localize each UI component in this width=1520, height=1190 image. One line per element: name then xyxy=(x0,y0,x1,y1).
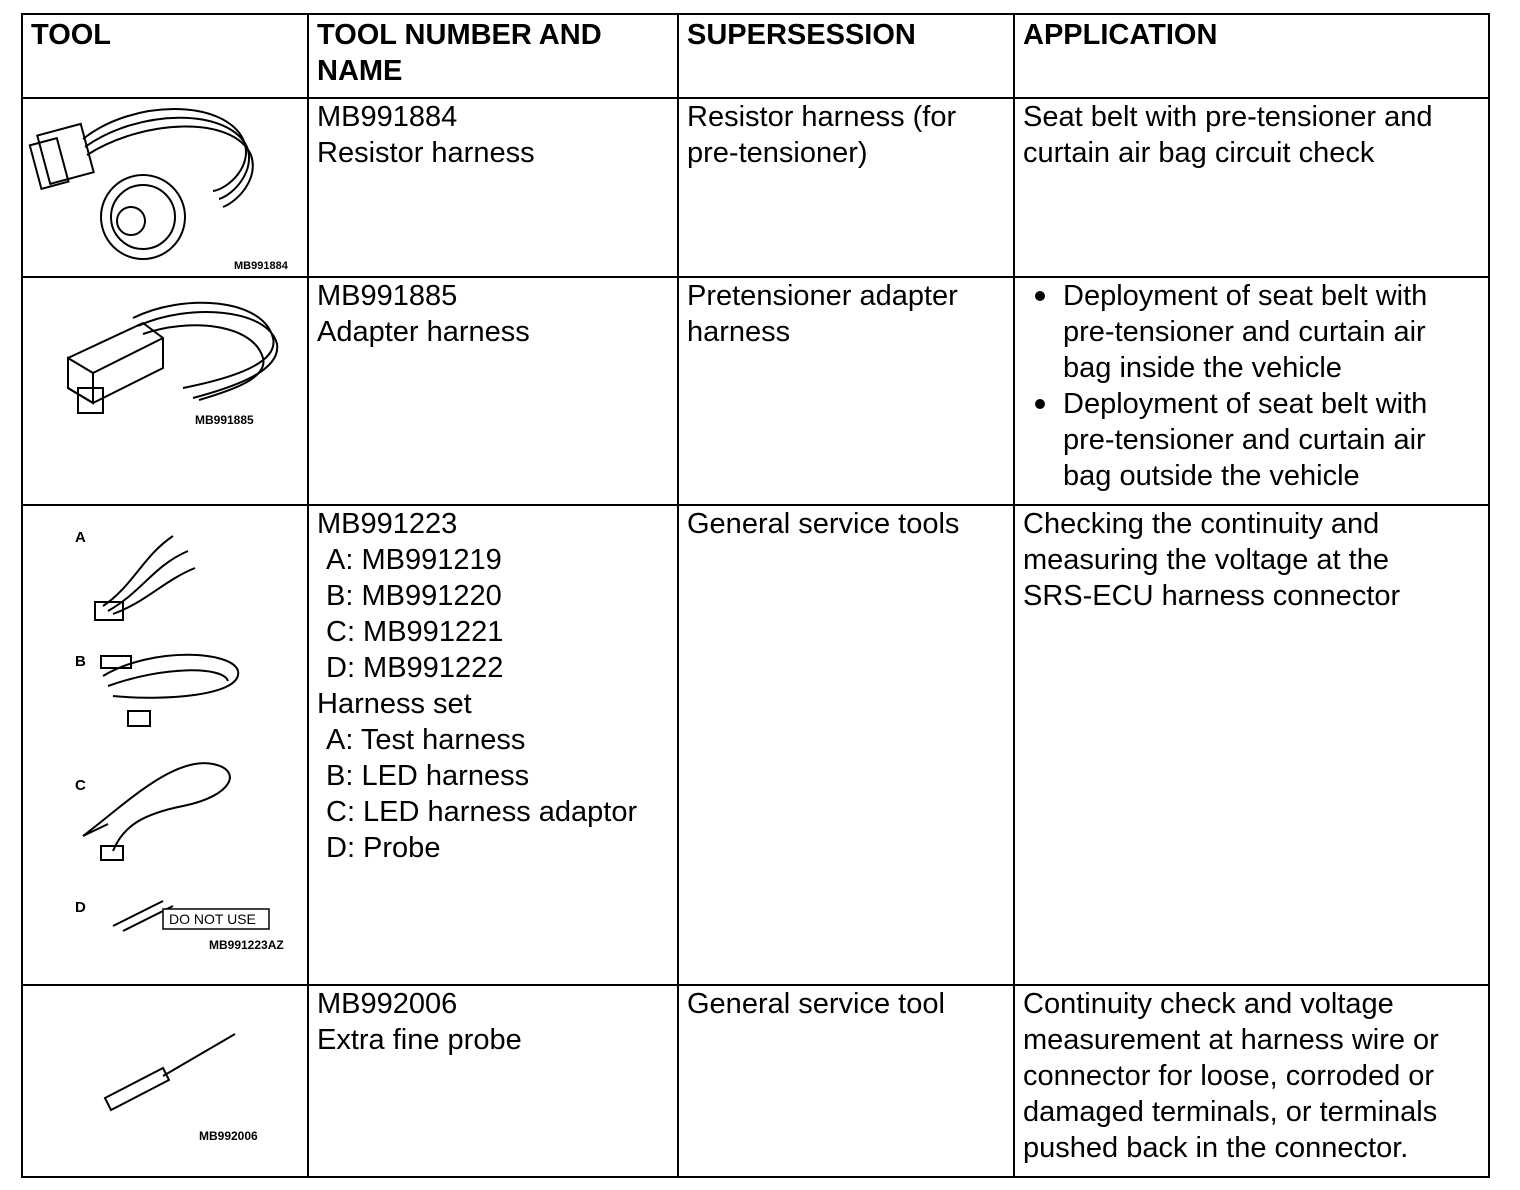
tool-number: MB991885 xyxy=(317,280,458,312)
tool-name: Resistor harness xyxy=(317,137,535,169)
tool-number-cell xyxy=(308,505,678,985)
application-cell xyxy=(1014,985,1489,1177)
application-line: Checking the continuity and xyxy=(1023,508,1380,540)
tool-image-label: MB991884 xyxy=(234,260,288,272)
tool-image-cell xyxy=(22,985,308,1177)
application-line: pushed back in the connector. xyxy=(1023,1132,1409,1164)
part-letter: D xyxy=(75,899,86,916)
subpart-name: A: Test harness xyxy=(326,724,526,756)
application-line: measuring the voltage at the xyxy=(1023,544,1389,576)
supersession-cell xyxy=(678,505,1014,985)
table-row xyxy=(22,985,1489,1177)
application-line: measurement at harness wire or xyxy=(1023,1024,1439,1056)
special-tools-table xyxy=(21,13,1490,1178)
application-line: connector for loose, corroded or xyxy=(1023,1060,1435,1092)
application-cell xyxy=(1014,98,1489,277)
application-line: Continuity check and voltage xyxy=(1023,988,1394,1020)
application-bullet xyxy=(1023,386,1480,494)
tool-name: Harness set xyxy=(317,688,472,720)
subpart-number: D: MB991222 xyxy=(326,652,504,684)
tool-number-cell xyxy=(308,985,678,1177)
subpart-name: B: LED harness xyxy=(326,760,530,792)
supersession-line: harness xyxy=(687,316,791,348)
tool-image-label: MB992006 xyxy=(199,1129,258,1143)
subpart-name: C: LED harness adaptor xyxy=(326,796,638,828)
tool-image-label: MB991885 xyxy=(195,413,254,427)
subpart-number: A: MB991219 xyxy=(326,544,502,576)
supersession-cell xyxy=(678,277,1014,505)
application-line: bag inside the vehicle xyxy=(1063,352,1342,384)
application-line: pre-tensioner and curtain air xyxy=(1063,424,1426,456)
subpart-number: C: MB991221 xyxy=(326,616,504,648)
supersession-line: pre-tensioner) xyxy=(687,137,868,169)
supersession-line: Resistor harness (for xyxy=(687,101,957,133)
part-letter: A xyxy=(75,529,86,546)
tool-image-cell xyxy=(22,277,308,505)
application-line: SRS-ECU harness connector xyxy=(1023,580,1401,612)
extra-fine-probe-drawing xyxy=(23,986,307,1174)
tool-number-cell xyxy=(308,277,678,505)
tool-number: MB991223 xyxy=(317,508,458,540)
application-line: Seat belt with pre-tensioner and xyxy=(1023,101,1433,133)
adapter-harness-drawing xyxy=(23,278,307,502)
tool-image-label: MB991223AZ xyxy=(209,938,284,952)
application-bullet-list xyxy=(1023,278,1480,494)
header-number-name: TOOL NUMBER AND NAME xyxy=(308,14,678,98)
bullet-icon xyxy=(1035,399,1045,409)
table-row xyxy=(22,277,1489,505)
tool-image-cell xyxy=(22,505,308,985)
supersession-cell xyxy=(678,98,1014,277)
tool-number: MB992006 xyxy=(317,988,458,1020)
application-line: damaged terminals, or terminals xyxy=(1023,1096,1438,1128)
subpart-name: D: Probe xyxy=(326,832,441,864)
supersession-line: Pretensioner adapter xyxy=(687,280,958,312)
part-letter: C xyxy=(75,777,86,794)
application-line: bag outside the vehicle xyxy=(1063,460,1360,492)
resistor-harness-drawing xyxy=(23,99,307,275)
table-row xyxy=(22,98,1489,277)
application-line: curtain air bag circuit check xyxy=(1023,137,1375,169)
header-row xyxy=(22,14,1489,98)
application-line: Deployment of seat belt with xyxy=(1063,388,1428,420)
header-supersession: SUPERSESSION xyxy=(678,14,1014,98)
supersession-line: General service tools xyxy=(687,508,960,540)
subpart-number: B: MB991220 xyxy=(326,580,502,612)
tool-name: Adapter harness xyxy=(317,316,530,348)
do-not-use-stamp: DO NOT USE xyxy=(169,911,256,927)
tool-image-cell xyxy=(22,98,308,277)
tool-name: Extra fine probe xyxy=(317,1024,522,1056)
supersession-line: General service tool xyxy=(687,988,945,1020)
tool-number: MB991884 xyxy=(317,101,458,133)
application-cell xyxy=(1014,277,1489,505)
application-line: pre-tensioner and curtain air xyxy=(1063,316,1426,348)
application-line: Deployment of seat belt with xyxy=(1063,280,1428,312)
tool-number-cell xyxy=(308,98,678,277)
harness-set-drawing xyxy=(23,506,307,982)
part-letter: B xyxy=(75,653,86,670)
supersession-cell xyxy=(678,985,1014,1177)
header-tool: TOOL xyxy=(22,14,308,98)
application-cell xyxy=(1014,505,1489,985)
bullet-icon xyxy=(1035,291,1045,301)
table-row xyxy=(22,505,1489,985)
header-application: APPLICATION xyxy=(1014,14,1489,98)
application-bullet xyxy=(1023,278,1480,386)
